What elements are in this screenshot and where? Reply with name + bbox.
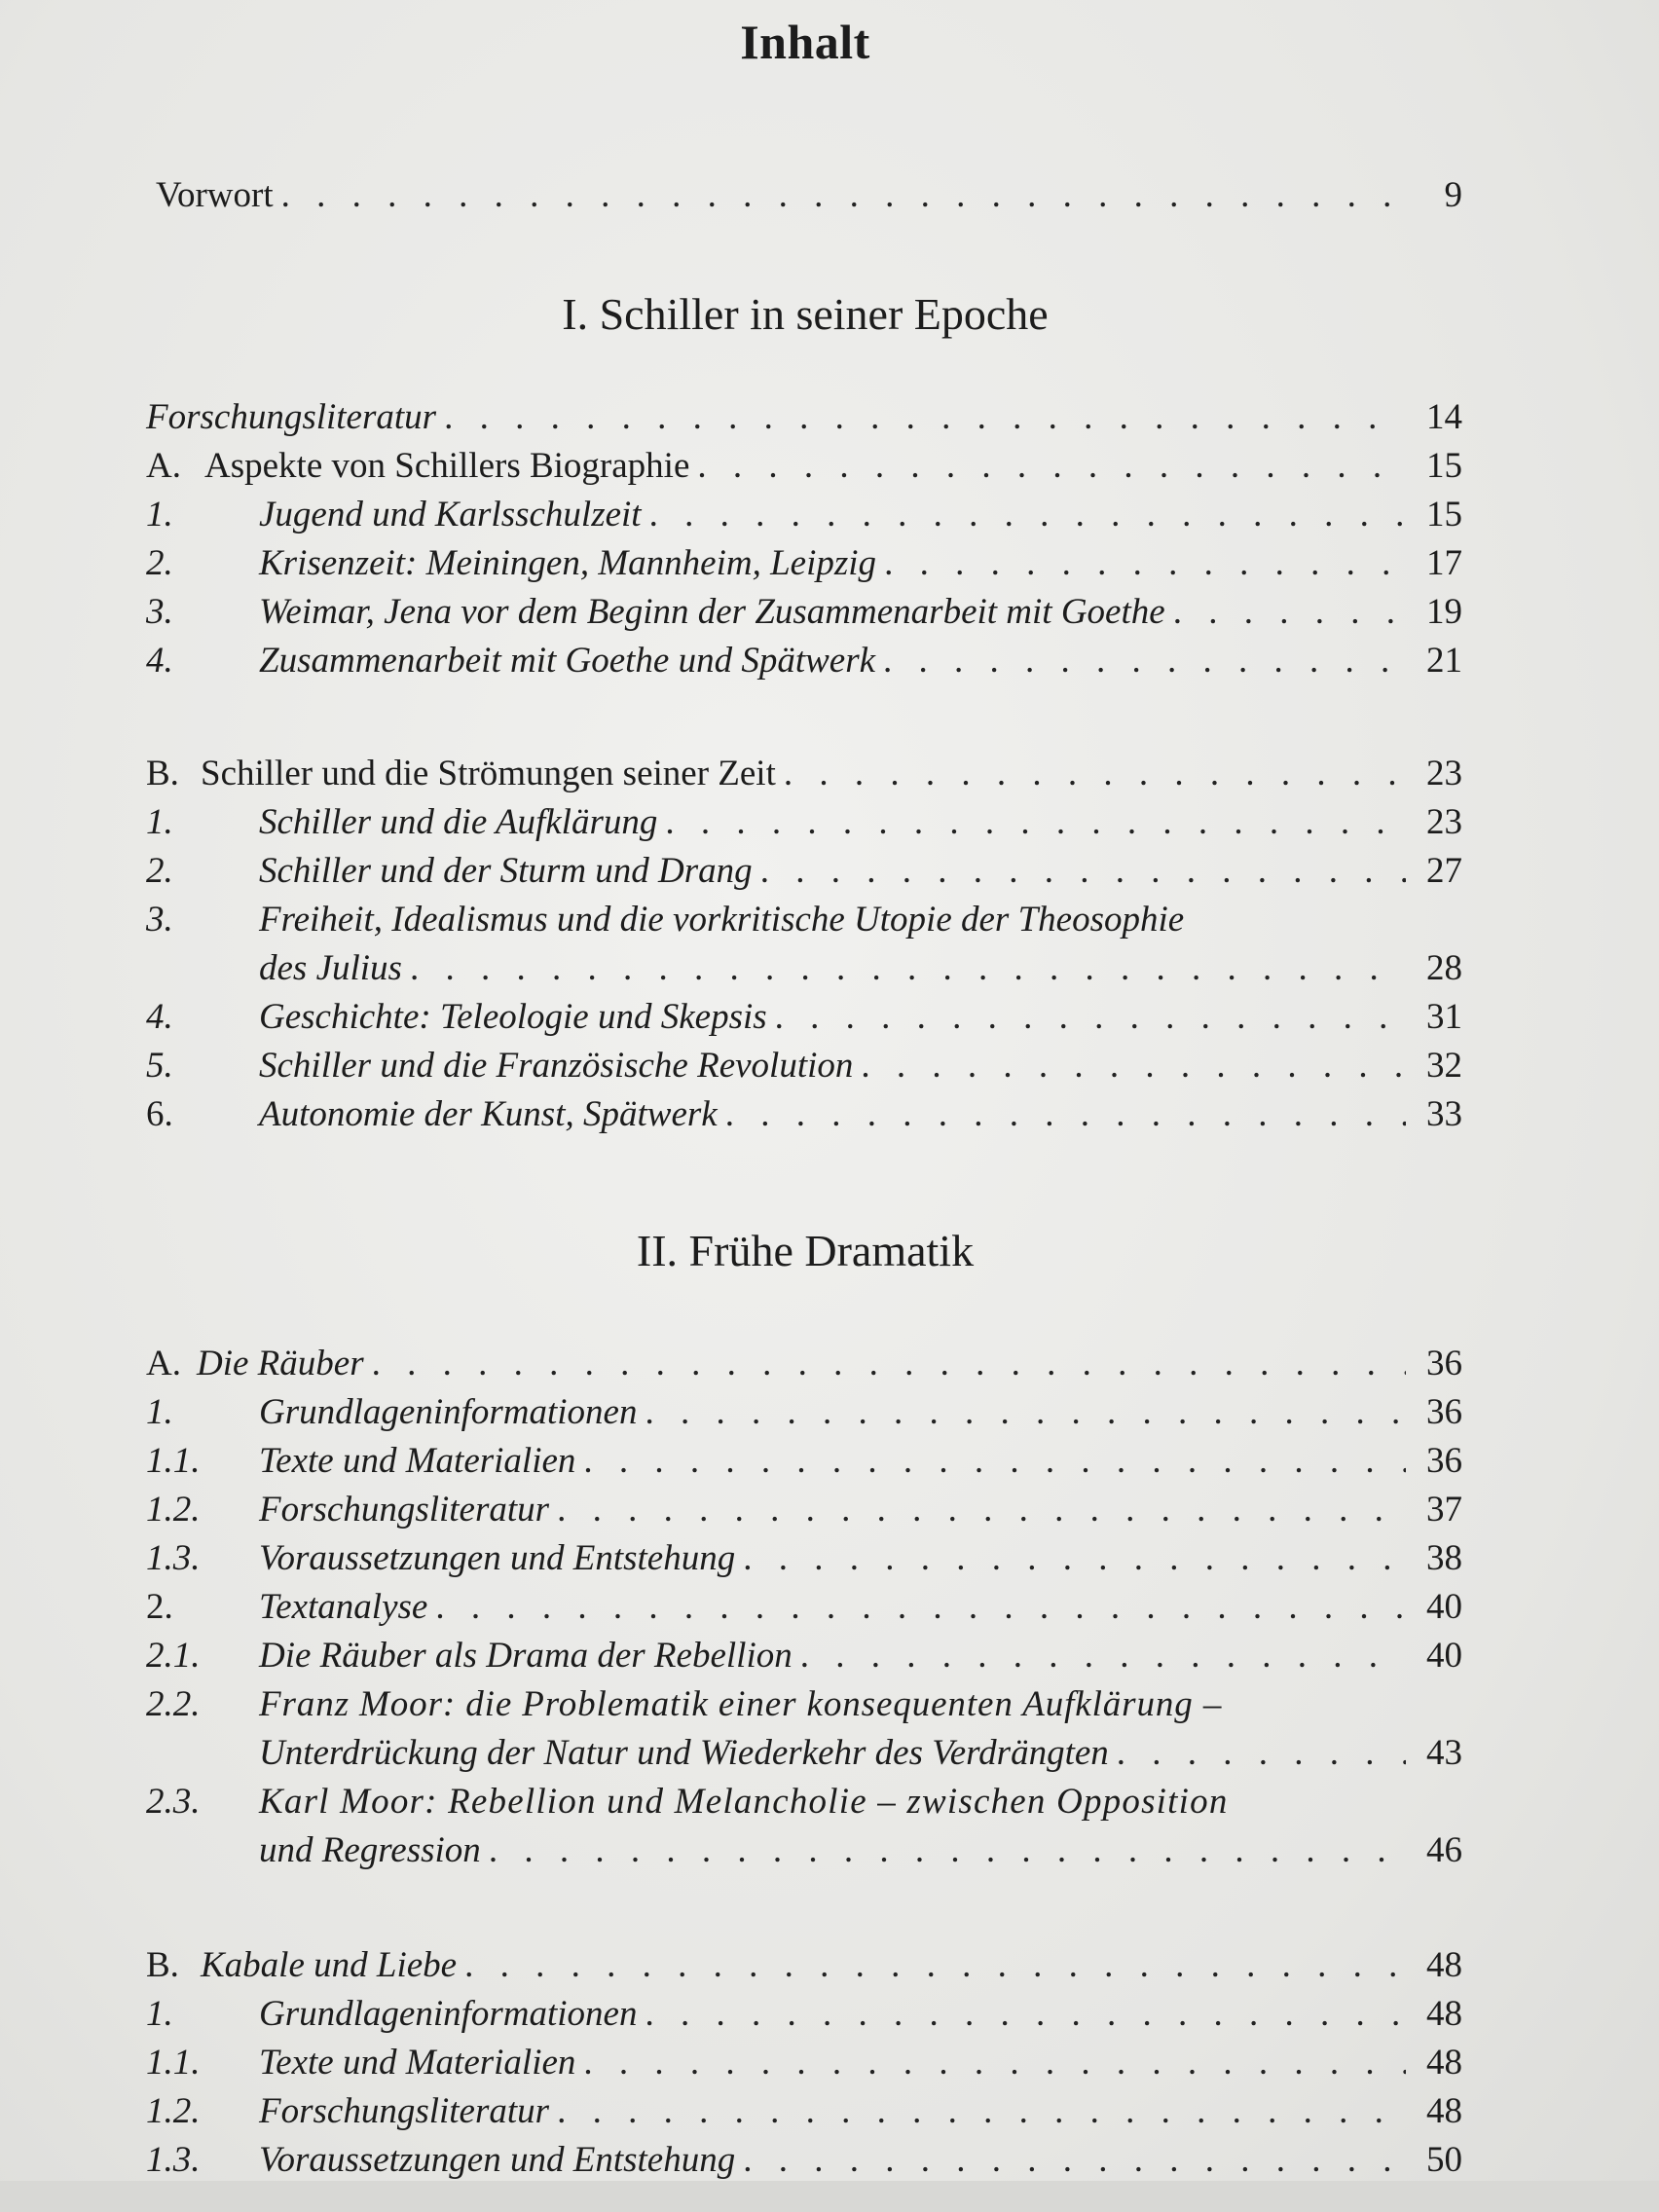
toc-page-number: 36 <box>1426 1441 1462 1481</box>
toc-page-number: 21 <box>1426 641 1462 681</box>
toc-entry <box>146 2039 1462 2087</box>
toc-page-number: 19 <box>1426 592 1462 632</box>
toc-entry-label: Forschungsliteratur <box>146 397 437 437</box>
toc-entry <box>146 1388 1462 1437</box>
toc-entry-number: 4. <box>146 997 173 1037</box>
leader-dots <box>281 171 1406 220</box>
toc-entry-label: Grundlageninformationen <box>259 1392 638 1432</box>
toc-entry <box>146 750 1462 798</box>
leader-dots <box>1173 588 1406 637</box>
page-title: Inhalt <box>740 15 870 69</box>
toc-page-number: 40 <box>1426 1587 1462 1627</box>
toc-page-number: 28 <box>1426 948 1462 988</box>
leader-dots <box>775 993 1406 1042</box>
toc-entry-number: 1.2. <box>146 2091 201 2131</box>
toc-page-number: 33 <box>1426 1094 1462 1134</box>
toc-entry-label: Die Räuber als Drama der Rebellion <box>259 1636 793 1676</box>
leader-dots <box>444 393 1406 442</box>
toc-entry-number: 6. <box>146 1094 173 1134</box>
toc-entry <box>146 1042 1462 1090</box>
toc-entry <box>146 1090 1462 1139</box>
toc-page-number: 36 <box>1426 1392 1462 1432</box>
toc-entry-label: Weimar, Jena vor dem Beginn der Zusammenarbeit mit Goethe <box>259 592 1165 632</box>
leader-dots <box>372 1340 1406 1388</box>
toc-entry-label: Texte und Materialien <box>259 1441 576 1481</box>
toc-entry-number: 1. <box>146 1994 173 2034</box>
leader-dots <box>800 1632 1406 1680</box>
toc-entry <box>146 1486 1462 1534</box>
toc-entry-label: Forschungsliteratur <box>259 2091 550 2131</box>
toc-entry <box>146 1583 1462 1632</box>
toc-entry-label: Schiller und die Strömungen seiner Zeit <box>201 754 776 793</box>
toc-entry-number: 1.3. <box>146 1538 201 1578</box>
toc-page-number: 9 <box>1444 175 1462 215</box>
toc-entry <box>146 1632 1462 1680</box>
toc-entry-number: A. <box>146 446 181 486</box>
toc-entry <box>146 637 1462 685</box>
toc-entry-continuation <box>259 1729 1462 1778</box>
toc-entry-label: Texte und Materialien <box>259 2043 576 2083</box>
toc-entry-number: 1.2. <box>146 1490 201 1530</box>
toc-entry-label: Voraussetzungen und Entstehung <box>259 2140 736 2180</box>
toc-page-number: 48 <box>1426 2091 1462 2131</box>
toc-entry-number: 1.3. <box>146 2140 201 2180</box>
leader-dots <box>884 539 1406 588</box>
leader-dots <box>861 1042 1406 1090</box>
toc-entry-number: 4. <box>146 641 173 681</box>
toc-entry-number: 5. <box>146 1046 173 1086</box>
toc-page-number: 40 <box>1426 1636 1462 1676</box>
toc-entry-label: Grundlageninformationen <box>259 1994 638 2034</box>
leader-dots <box>1117 1729 1406 1778</box>
toc-entry-label: Schiller und die Aufklärung <box>259 802 658 842</box>
toc-page-number: 48 <box>1426 1945 1462 1985</box>
leader-dots <box>743 1534 1406 1583</box>
toc-entry <box>146 1534 1462 1583</box>
toc-entry-number: 3. <box>146 592 173 632</box>
toc-page-number: 50 <box>1426 2140 1462 2180</box>
toc-entry-number: 1.1. <box>146 1441 201 1481</box>
toc-page-number: 31 <box>1426 997 1462 1037</box>
toc-entry-label: Schiller und der Sturm und Drang <box>259 851 753 891</box>
toc-entry <box>146 1941 1462 1990</box>
toc-entry-label: Schiller und die Französische Revolution <box>259 1046 854 1086</box>
page-bottom-edge <box>0 2181 1659 2212</box>
toc-entry-label: Kabale und Liebe <box>201 1945 458 1985</box>
toc-entry <box>146 1340 1462 1388</box>
toc-entry <box>146 539 1462 588</box>
leader-dots <box>760 847 1406 896</box>
toc-page-number: 32 <box>1426 1046 1462 1086</box>
toc-entry <box>146 588 1462 637</box>
leader-dots <box>725 1090 1406 1139</box>
toc-page-number: 23 <box>1426 802 1462 842</box>
toc-page-number: 46 <box>1426 1830 1462 1870</box>
toc-entry-number: 1. <box>146 802 173 842</box>
leader-dots <box>464 1941 1406 1990</box>
toc-entry-label: Geschichte: Teleologie und Skepsis <box>259 997 767 1037</box>
leader-dots <box>557 2087 1406 2136</box>
leader-dots <box>665 798 1406 847</box>
toc-entry <box>146 442 1462 491</box>
toc-entry <box>146 993 1462 1042</box>
toc-entry <box>146 393 1462 442</box>
toc-entry-label: Voraussetzungen und Entstehung <box>259 1538 736 1578</box>
toc-entry-vorwort <box>156 171 1462 220</box>
toc-entry-number: 2. <box>146 543 173 583</box>
toc-page-number: 27 <box>1426 851 1462 891</box>
toc-entry-number: 2.2. <box>146 1684 201 1724</box>
toc-entry-label: Freiheit, Idealismus und die vorkritische Utopie der Theosophie <box>259 900 1185 940</box>
leader-dots <box>883 637 1406 685</box>
toc-entry-label: Zusammenarbeit mit Goethe und Spätwerk <box>259 641 876 681</box>
toc-page-number: 14 <box>1426 397 1462 437</box>
toc-entry-label: Aspekte von Schillers Biographie <box>204 446 690 486</box>
toc-entry <box>146 798 1462 847</box>
toc-entry-number: 2.1. <box>146 1636 201 1676</box>
leader-dots <box>557 1486 1406 1534</box>
toc-entry-number: 2. <box>146 851 173 891</box>
leader-dots <box>489 1826 1406 1875</box>
leader-dots <box>583 1437 1406 1486</box>
leader-dots <box>743 2136 1406 2185</box>
toc-entry-label: Karl Moor: Rebellion und Melancholie – zwischen Opposition <box>259 1782 1229 1822</box>
leader-dots <box>583 2039 1406 2087</box>
toc-page-number: 37 <box>1426 1490 1462 1530</box>
toc-entry <box>146 1990 1462 2039</box>
toc-entry-label: Krisenzeit: Meiningen, Mannheim, Leipzig <box>259 543 877 583</box>
leader-dots <box>784 750 1406 798</box>
leader-dots <box>410 944 1406 993</box>
toc-entry-label: Franz Moor: die Problematik einer konsequenten Aufklärung – <box>259 1684 1223 1724</box>
section-heading-part2: II. Frühe Dramatik <box>636 1226 975 1275</box>
leader-dots <box>645 1388 1406 1437</box>
toc-entry <box>146 1778 1462 1826</box>
toc-entry <box>146 1437 1462 1486</box>
toc-entry <box>146 896 1462 944</box>
toc-page-number: 15 <box>1426 446 1462 486</box>
toc-entry <box>146 491 1462 539</box>
toc-entry-label: des Julius <box>259 948 402 988</box>
toc-entry-continuation <box>259 944 1462 993</box>
leader-dots <box>435 1583 1406 1632</box>
toc-entry-label: Vorwort <box>156 175 274 215</box>
toc-entry <box>146 2087 1462 2136</box>
leader-dots <box>649 491 1406 539</box>
toc-entry-label: Jugend und Karlsschulzeit <box>259 495 642 535</box>
toc-entry <box>146 847 1462 896</box>
toc-page-number: 15 <box>1426 495 1462 535</box>
toc-entry-number: B. <box>146 754 179 793</box>
toc-entry-number: 2. <box>146 1587 173 1627</box>
toc-page-number: 48 <box>1426 2043 1462 2083</box>
leader-dots <box>645 1990 1406 2039</box>
toc-entry-number: 1. <box>146 495 173 535</box>
toc-page-number: 38 <box>1426 1538 1462 1578</box>
toc-entry <box>146 1680 1462 1729</box>
toc-entry-number: A. <box>146 1344 181 1383</box>
toc-entry-label: und Regression <box>259 1830 481 1870</box>
toc-entry-number: 1.1. <box>146 2043 201 2083</box>
toc-entry-label: Textanalyse <box>259 1587 428 1627</box>
toc-entry-number: B. <box>146 1945 179 1985</box>
toc-page-number: 36 <box>1426 1344 1462 1383</box>
toc-entry-label: Die Räuber <box>197 1344 364 1383</box>
toc-entry-label: Unterdrückung der Natur und Wiederkehr des Verdrängten <box>259 1733 1109 1773</box>
toc-entry-number: 3. <box>146 900 173 940</box>
toc-entry-continuation <box>259 1826 1462 1875</box>
toc-page-number: 48 <box>1426 1994 1462 2034</box>
toc-entry-label: Autonomie der Kunst, Spätwerk <box>259 1094 718 1134</box>
section-heading-part1: I. Schiller in seiner Epoche <box>562 289 1049 339</box>
toc-page-number: 17 <box>1426 543 1462 583</box>
toc-entry-number: 2.3. <box>146 1782 201 1822</box>
leader-dots <box>697 442 1406 491</box>
toc-page-number: 23 <box>1426 754 1462 793</box>
toc-entry-number: 1. <box>146 1392 173 1432</box>
toc-entry <box>146 2136 1462 2185</box>
toc-page-number: 43 <box>1426 1733 1462 1773</box>
toc-entry-label: Forschungsliteratur <box>259 1490 550 1530</box>
